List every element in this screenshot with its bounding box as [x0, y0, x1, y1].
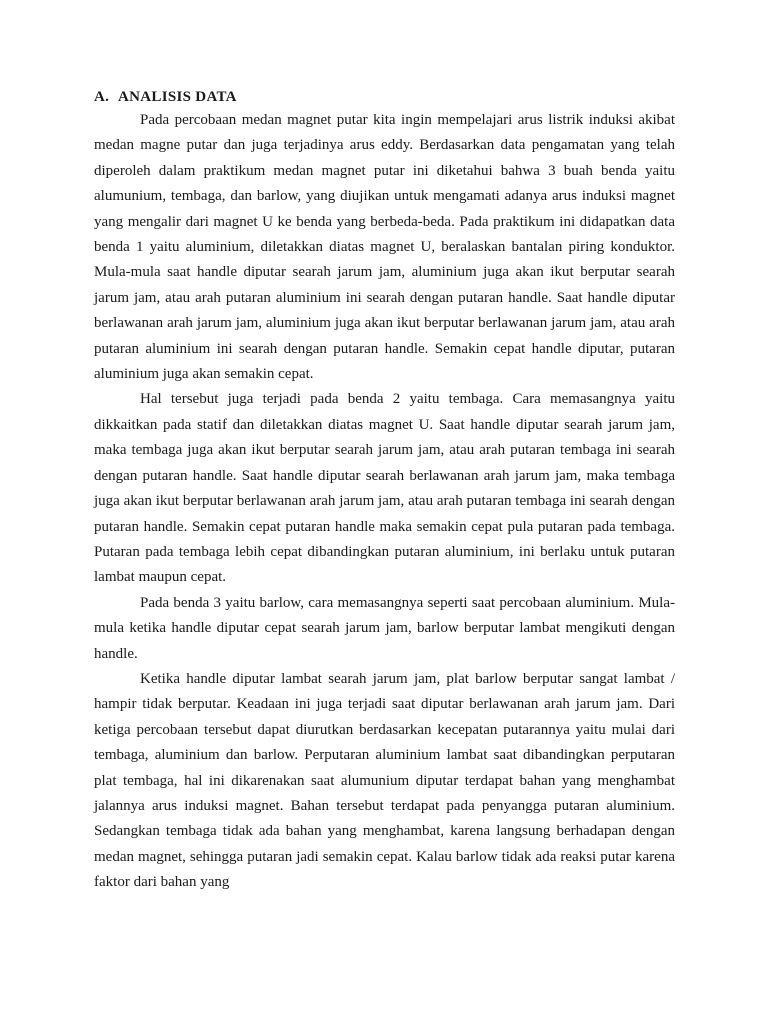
- document-body: [94, 86, 675, 896]
- paragraph-3: Pada benda 3 yaitu barlow, cara memasangnya seperti saat percobaan aluminium. Mula-mula ketika handle diputar cepat searah jarum jam, barlow berputar lambat mengikuti dengan handle.: [94, 594, 675, 662]
- paragraph-4: Ketika handle diputar lambat searah jarum jam, plat barlow berputar sangat lambat / hampir tidak berputar. Keadaan ini juga terjadi saat diputar berlawanan arah jarum jam. Dari ketiga percobaan tersebut dapat diurutkan berdasarkan kecepatan putarannya yaitu mulai dari tembaga, aluminium dan barlow. Perputaran aluminium lambat saat dibandingkan perputaran plat tembaga, hal ini dikarenakan saat alumunium diputar terdapat bahan yang menghambat jalannya arus induksi magnet. Bahan tersebut terdapat pada penyangga putaran aluminium. Sedangkan tembaga tidak ada bahan yang menghambat, karena langsung berhadapan dengan medan magnet, sehingga putaran jadi semakin cepat. Kalau barlow tidak ada reaksi putar karena faktor dari bahan yang: [94, 670, 675, 891]
- section-number: A.: [94, 89, 110, 105]
- paragraph-2: Hal tersebut juga terjadi pada benda 2 yaitu tembaga. Cara memasangnya yaitu dikkaitkan pada statif dan diletakkan diatas magnet U. Saat handle diputar searah jarum jam, maka tembaga juga akan ikut berputar searah jarum jam, atau arah putaran tembaga ini searah dengan putaran handle. Saat handle diputar searah berlawanan arah jarum jam, maka tembaga juga akan ikut berputar berlawanan arah jarum jam, atau arah putaran tembaga ini searah dengan putaran handle. Semakin cepat putaran handle maka semakin cepat pula putaran pada tembaga. Putaran pada tembaga lebih cepat dibandingkan putaran aluminium, ini berlaku untuk putaran lambat maupun cepat.: [94, 391, 675, 586]
- paragraph-1: Pada percobaan medan magnet putar kita ingin mempelajari arus listrik induksi akibat medan magne putar dan juga terjadinya arus eddy. Berdasarkan data pengamatan yang telah diperoleh dalam praktikum medan magnet putar ini diketahui bahwa 3 buah benda yaitu alumunium, tembaga, dan barlow, yang diujikan untuk mengamati adanya arus induksi magnet yang mengalir dari magnet U ke benda yang berbeda-beda. Pada praktikum ini didapatkan data benda 1 yaitu aluminium, diletakkan diatas magnet U, beralaskan bantalan piring konduktor. Mula-mula saat handle diputar searah jarum jam, aluminium juga akan ikut berputar searah jarum jam, atau arah putaran aluminium ini searah dengan putaran handle. Saat handle diputar berlawanan arah jarum jam, aluminium juga akan ikut berputar berlawanan jarum jam, atau arah putaran aluminium ini searah dengan putaran handle. Semakin cepat handle diputar, putaran aluminium juga akan semakin cepat.: [94, 112, 675, 383]
- section-heading: [94, 86, 675, 108]
- section-title: ANALISIS DATA: [118, 89, 237, 105]
